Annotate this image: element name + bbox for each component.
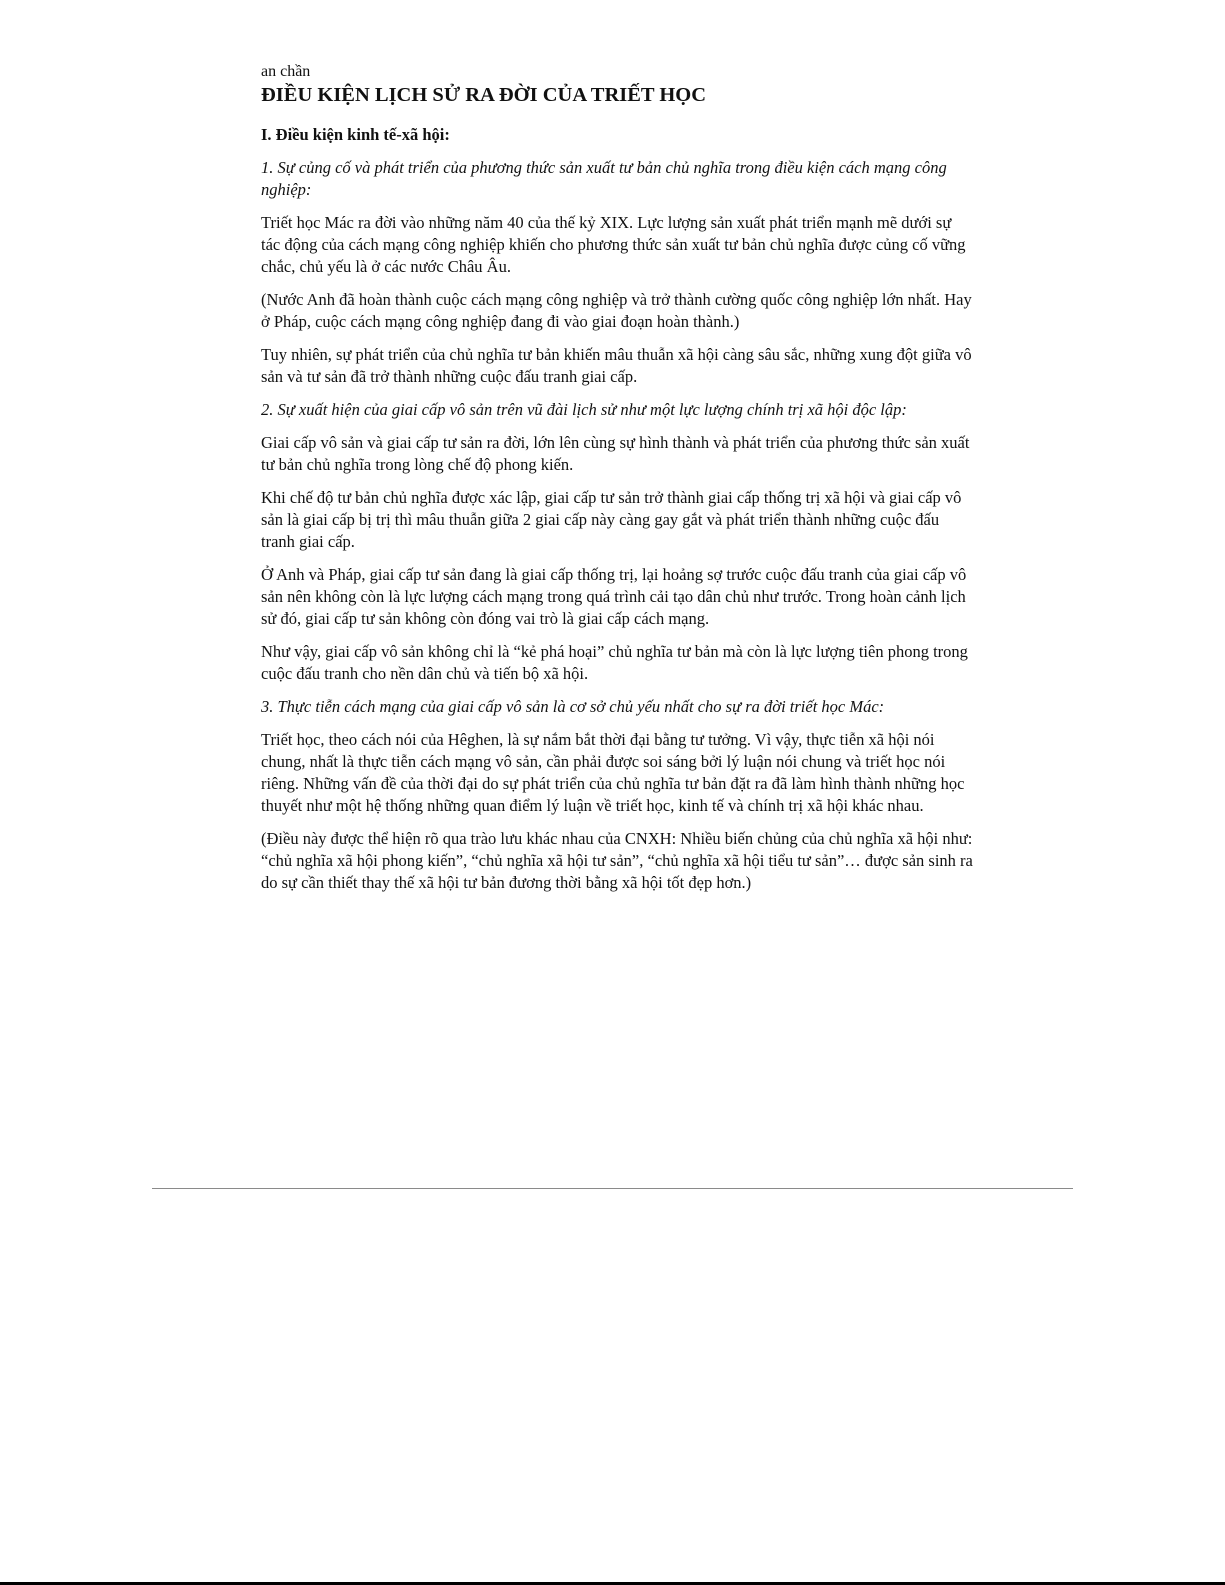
document-title: ĐIỀU KIỆN LỊCH SỬ RA ĐỜI CỦA TRIẾT HỌC — [261, 84, 707, 106]
subheading-1: 1. Sự củng cố và phát triển của phương thức sản xuất tư bản chủ nghĩa trong điều kiện cách mạng công nghiệp: — [261, 158, 947, 199]
subheading-2: 2. Sự xuất hiện của giai cấp vô sản trên vũ đài lịch sử như một lực lượng chính trị xã hội độc lập: — [261, 400, 907, 419]
paragraph: Như vậy, giai cấp vô sản không chỉ là “kẻ phá hoại” chủ nghĩa tư bản mà còn là lực lượng tiên phong trong cuộc đấu tranh cho nền dân chủ và tiến bộ xã hội. — [261, 642, 968, 683]
paragraph: (Điều này được thể hiện rõ qua trào lưu khác nhau của CNXH: Nhiều biến chủng của chủ nghĩa xã hội như: “chủ nghĩa xã hội phong kiến”, “chủ nghĩa xã hội tư sản”, “chủ nghĩa xã hội tiểu tư sản”… được sản sinh ra do sự cần thiết thay thế xã hội tư bản đương thời bằng xã hội tốt đẹp hơn.) — [261, 829, 973, 892]
section-heading: I. Điều kiện kinh tế-xã hội: — [261, 125, 450, 144]
subheading-3: 3. Thực tiễn cách mạng của giai cấp vô sản là cơ sở chủ yếu nhất cho sự ra đời triết học Mác: — [261, 697, 885, 716]
author-name: an chần — [261, 63, 311, 80]
page-divider — [152, 1188, 1073, 1189]
paragraph: Tuy nhiên, sự phát triển của chủ nghĩa tư bản khiến mâu thuẫn xã hội càng sâu sắc, những xung đột giữa vô sản và tư sản đã trở thành những cuộc đấu tranh giai cấp. — [261, 345, 972, 386]
paragraph: Triết học Mác ra đời vào những năm 40 của thế kỷ XIX. Lực lượng sản xuất phát triển mạnh mẽ dưới sự tác động của cách mạng công nghiệp khiến cho phương thức sản xuất tư bản chủ nghĩa được củng cố vững chắc, chủ yếu là ở các nước Châu Âu. — [261, 213, 966, 276]
paragraph: Triết học, theo cách nói của Hêghen, là sự nắm bắt thời đại bằng tư tưởng. Vì vậy, thực tiễn xã hội nói chung, nhất là thực tiễn cách mạng vô sản, cần phải được soi sáng bởi lý luận nói chung và triết học nói riêng. Những vấn đề của thời đại do sự phát triển của chủ nghĩa tư bản đặt ra đã làm hình thành những học thuyết như một hệ thống những quan điểm lý luận về triết học, kinh tế và chính trị xã hội khác nhau. — [261, 730, 965, 815]
paragraph: Khi chế độ tư bản chủ nghĩa được xác lập, giai cấp tư sản trở thành giai cấp thống trị xã hội và giai cấp vô sản là giai cấp bị trị thì mâu thuẫn giữa 2 giai cấp này càng gay gắt và phát triển thành những cuộc đấu tranh giai cấp. — [261, 488, 962, 551]
paragraph: Giai cấp vô sản và giai cấp tư sản ra đời, lớn lên cùng sự hình thành và phát triển của phương thức sản xuất tư bản chủ nghĩa trong lòng chế độ phong kiến. — [261, 433, 970, 474]
paragraph: (Nước Anh đã hoàn thành cuộc cách mạng công nghiệp và trở thành cường quốc công nghiệp lớn nhất. Hay ở Pháp, cuộc cách mạng công nghiệp đang đi vào giai đoạn hoàn thành.) — [261, 290, 972, 331]
paragraph: Ở Anh và Pháp, giai cấp tư sản đang là giai cấp thống trị, lại hoảng sợ trước cuộc đấu tranh của giai cấp vô sản nên không còn là lực lượng cách mạng trong quá trình cải tạo dân chủ như trước. Trong hoàn cảnh lịch sử đó, giai cấp tư sản không còn đóng vai trò là giai cấp cách mạng. — [261, 565, 967, 628]
document-page — [261, 62, 973, 905]
